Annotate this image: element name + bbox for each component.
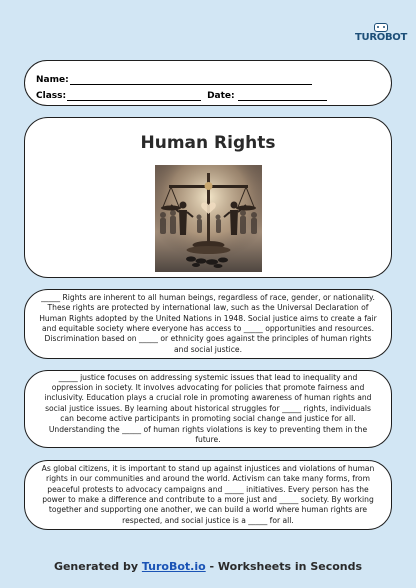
paragraph-text-1: _____ Rights are inherent to all human beings, regardless of race, gender, or nationality. These rights are protected by international law, such as the Universal Declaration of Human Rights adopted by the United Nations in 1948. Social justice aims to create a fair and equitable society where everyone has access to _____ opportunities and resources. Discrimination based on _____ or ethnicity goes against the principles of human rights and social justice. <box>39 292 377 354</box>
paragraph-text-2: _____ justice focuses on addressing systemic issues that lead to inequality and oppression in society. It involves advocating for policies that promote fairness and inclusivity. Education plays a crucial role in promoting awareness of human rights and social justice issues. By learning about historical struggles for _____ rights, individuals can become active participants in promoting social change and justice for all. Understanding the _____ of human rights violations is key to preventing them in the future. <box>44 372 372 445</box>
scales-of-justice-illustration <box>155 165 262 272</box>
paragraph-card-3 <box>24 460 392 530</box>
turobot-logo <box>355 19 407 47</box>
student-info-card <box>24 60 392 106</box>
class-date-row <box>36 87 391 101</box>
name-row <box>36 71 391 85</box>
footer-prefix: Generated by <box>53 560 142 573</box>
footer-suffix: - Worksheets in Seconds <box>205 560 363 573</box>
name-label: Name: <box>36 75 69 85</box>
title-card <box>24 117 392 278</box>
worksheet-title: Human Rights <box>140 133 276 153</box>
date-label: Date: <box>207 91 235 101</box>
paragraph-card-2 <box>24 370 392 448</box>
name-field[interactable] <box>70 75 312 85</box>
turobot-link[interactable]: TuroBot.io <box>141 560 206 573</box>
robot-icon <box>374 23 388 32</box>
date-field[interactable] <box>238 91 327 101</box>
class-field[interactable] <box>67 91 201 101</box>
footer <box>0 560 416 573</box>
illustration-graphic <box>155 165 262 272</box>
class-label: Class: <box>36 91 67 101</box>
paragraph-card-1 <box>24 289 392 359</box>
paragraph-text-3: As global citizens, it is important to stand up against injustices and violations of human rights in our communities and around the world. Activism can take many forms, from peaceful protests to advocacy campaigns and _____ initiatives. Every person has the power to make a difference and contribute to a more just and _____ society. By working together and supporting one another, we can build a world where human rights are respected, and social justice is a _____ for all. <box>41 463 375 525</box>
logo-text: TUROBOT <box>355 32 407 43</box>
